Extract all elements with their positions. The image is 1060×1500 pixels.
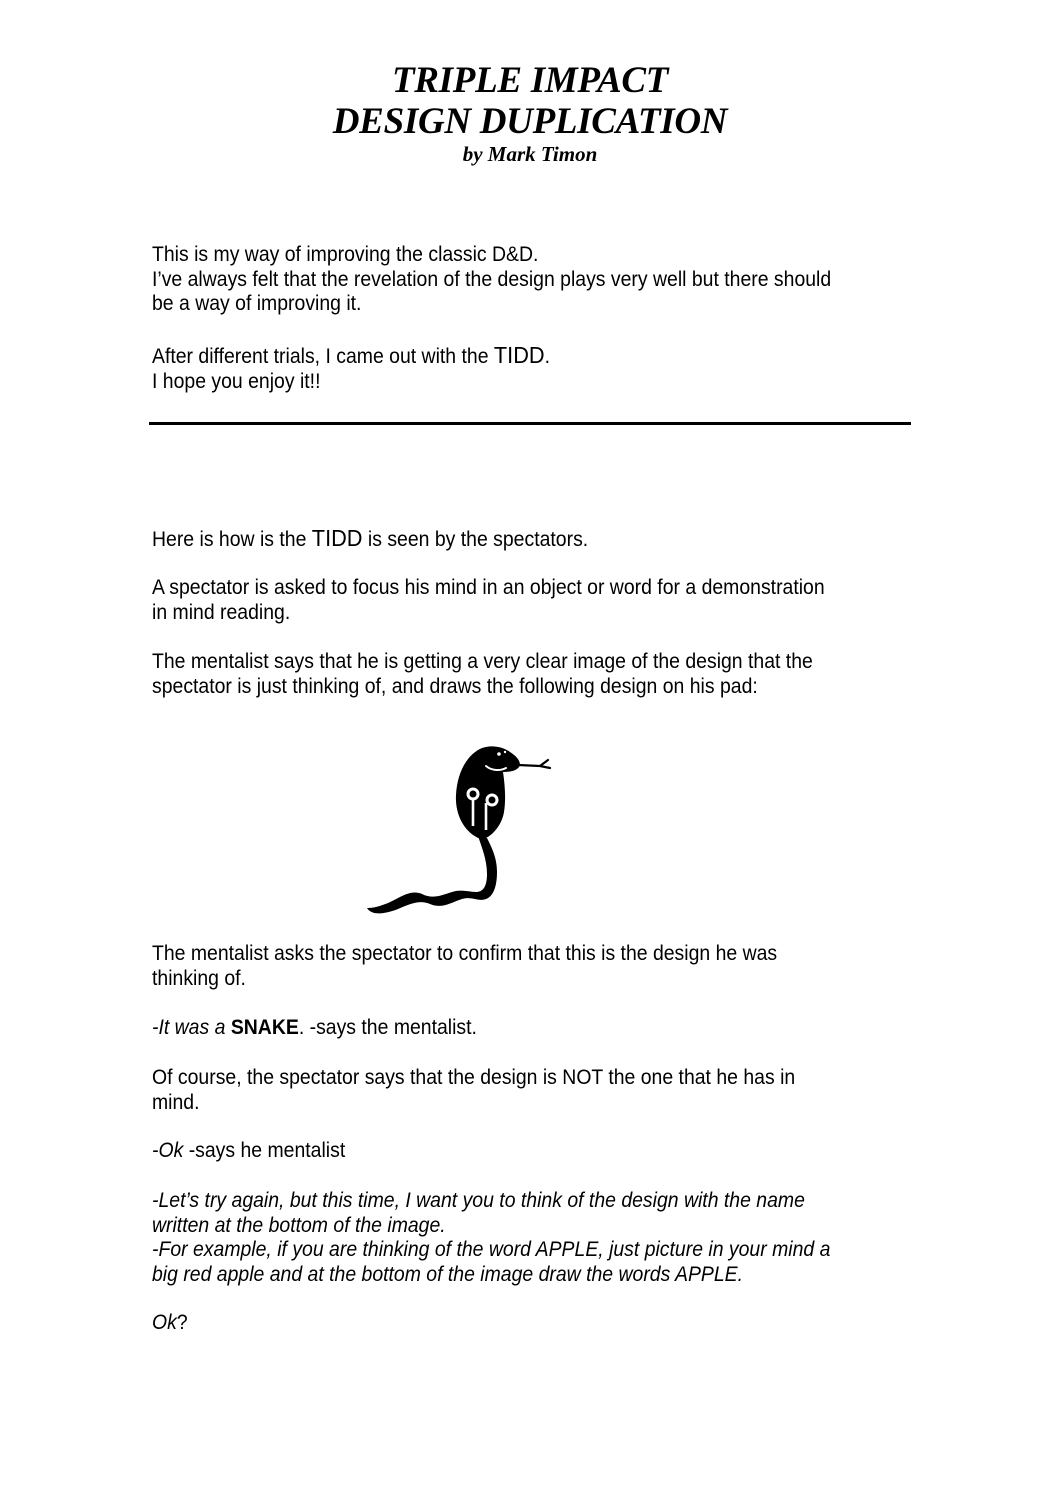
paragraph-2 [152,576,892,625]
paragraph-8 [152,1189,892,1287]
p9-italic: Ok [152,1311,177,1334]
snake-word: SNAKE [230,1016,299,1039]
paragraph-3 [152,650,892,699]
cobra-snake-icon [360,742,560,922]
intro-line-3: be a way of improving it. [152,292,362,315]
p3-line-1: The mentalist says that he is getting a very clear image of the design that the [152,650,813,673]
p8-line-3: -For example, if you are thinking of the word APPLE, just picture in your mind a [152,1238,831,1261]
p4-line-1: The mentalist asks the spectator to confirm that this is the design he was [152,942,778,965]
document-header [0,60,1060,166]
paragraph-9 [152,1311,892,1336]
paragraph-7 [152,1139,892,1164]
p9-line [152,1311,892,1336]
p8-line-2: written at the bottom of the image. [152,1213,446,1237]
title-line-2: DESIGN DUPLICATION [332,101,728,142]
paragraph-1 [152,526,892,553]
p7-suffix: -says he mentalist [183,1139,346,1162]
tidd-acronym: TIDD [493,342,545,368]
p7-line [152,1139,892,1164]
intro-section [152,243,892,317]
title-line-1: TRIPLE IMPACT [391,60,669,101]
intro-line-2: I’ve always felt that the revelation of the design plays very well but there should [152,267,832,291]
p9-suffix: ? [176,1311,188,1334]
snake-hood [456,746,520,838]
snake-tongue [518,760,550,768]
paragraph-6 [152,1066,892,1115]
author-byline: by Mark Timon [462,142,598,166]
snake-eye [497,752,501,756]
p4-line-2: thinking of. [152,966,246,990]
p2-line-1: A spectator is asked to focus his mind in an object or word for a demonstration [152,576,825,599]
section-divider [149,422,911,425]
paragraph-5 [152,1016,892,1041]
p1-prefix: Here is how is the [152,528,312,551]
p5-line [152,1016,892,1041]
p6-line-2: mind. [152,1090,200,1114]
p1-suffix: is seen by the spectators. [362,528,589,551]
p5-suffix: . -says the mentalist. [298,1016,477,1039]
tidd-acronym: TIDD [311,525,363,551]
p8-line-1: -Let’s try again, but this time, I want you to think of the design with the name [152,1189,805,1212]
snake-body [367,836,497,913]
intro-line-4-suffix: . [544,345,551,368]
paragraph-1-line [152,526,892,553]
p7-italic: -Ok [152,1139,184,1162]
p2-line-2: in mind reading. [152,600,291,624]
p5-italic: -It was a [152,1016,231,1039]
p3-line-2: spectator is just thinking of, and draws the following design on his pad: [152,674,758,698]
intro-line-1: This is my way of improving the classic D&D. [152,243,539,266]
intro-line-5: I hope you enjoy it!! [152,369,321,393]
p6-line-1: Of course, the spectator says that the design is NOT the one that he has in [152,1066,796,1089]
intro-line-4 [152,343,892,370]
intro-section-2 [152,343,892,394]
snake-nostril [504,751,506,753]
paragraph-4 [152,942,892,991]
p8-line-4: big red apple and at the bottom of the image draw the words APPLE. [152,1262,744,1286]
intro-line-4-prefix: After different trials, I came out with the [152,345,494,368]
